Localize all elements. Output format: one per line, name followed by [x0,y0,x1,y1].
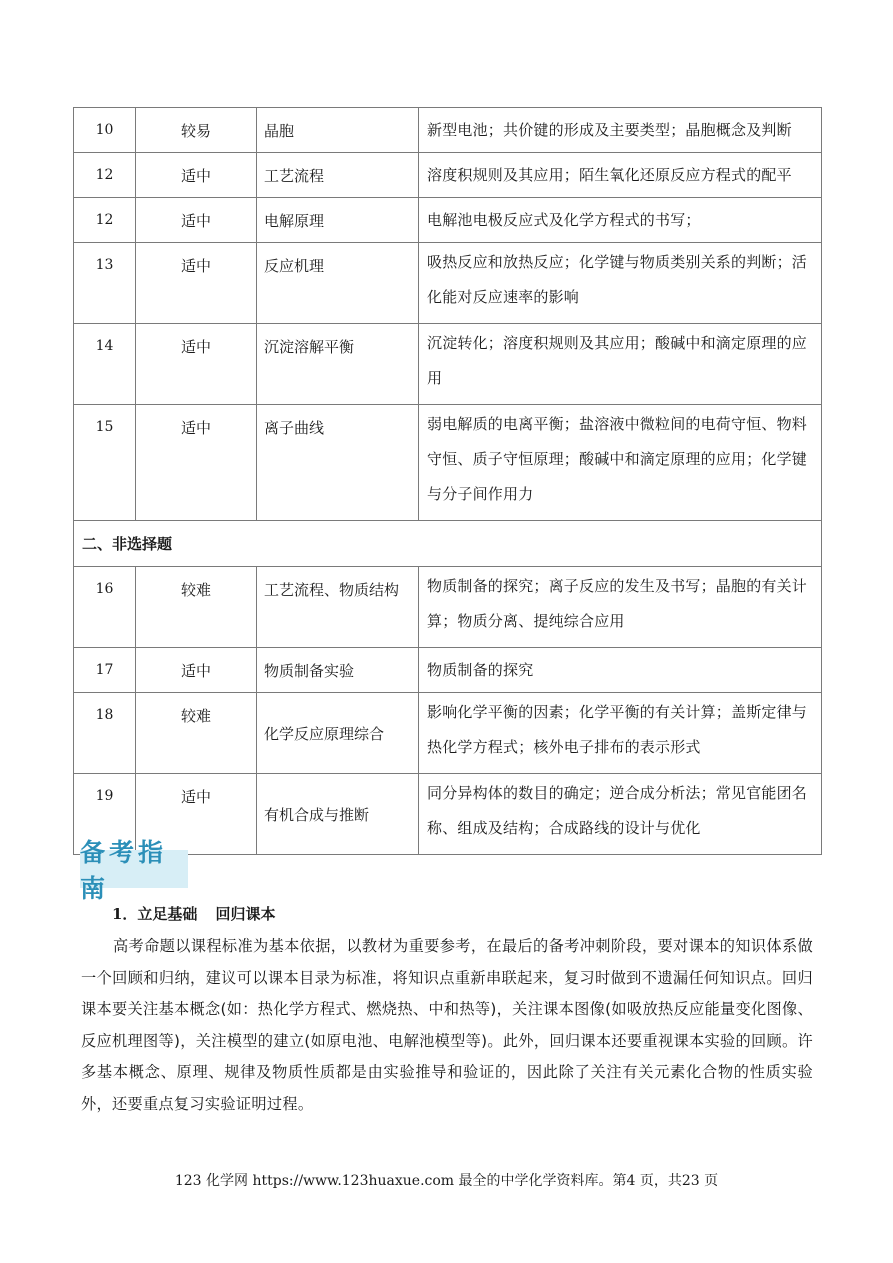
knowledge-points: 溶度积规则及其应用；陌生氧化还原反应方程式的配平 [419,153,822,198]
question-number: 15 [74,405,136,521]
subheading-text: 回归课本 [215,905,276,923]
difficulty: 较难 [136,567,257,648]
module: 化学反应原理综合 [257,693,419,774]
knowledge-points: 影响化学平衡的因素；化学平衡的有关计算；盖斯定律与热化学方程式；核外电子排布的表示形式 [419,693,822,774]
difficulty: 适中 [136,243,257,324]
knowledge-points: 同分异构体的数目的确定；逆合成分析法；常见官能团名称、组成及结构；合成路线的设计与优化 [419,774,822,855]
question-number: 14 [74,324,136,405]
module: 有机合成与推断 [257,774,419,855]
table-row [74,324,822,405]
difficulty: 适中 [136,774,257,855]
table-row [74,693,822,774]
difficulty: 适中 [136,648,257,693]
table-row [74,405,822,521]
difficulty: 适中 [136,153,257,198]
difficulty: 较难 [136,693,257,774]
subheading [112,903,275,924]
section-title: 二、非选择题 [74,521,822,567]
question-number: 19 [74,774,136,855]
page-footer: 123 化学网 https://www.123huaxue.com 最全的中学化学资料库。第4 页，共23 页 [174,1173,719,1189]
question-number: 16 [74,567,136,648]
module: 反应机理 [257,243,419,324]
difficulty: 适中 [136,324,257,405]
table-row [74,648,822,693]
module: 沉淀溶解平衡 [257,324,419,405]
difficulty: 适中 [136,405,257,521]
knowledge-points: 新型电池；共价键的形成及主要类型；晶胞概念及判断 [419,108,822,153]
body-paragraph: 高考命题以课程标准为基本依据，以教材为重要参考，在最后的备考冲刺阶段，要对课本的知识体系做一个回顾和归纳，建议可以课本目录为标准，将知识点重新串联起来，复习时做到不遗漏任何知识点。回归课本要关注基本概念(如：热化学方程式、燃烧热、中和热等)，关注课本图像(如吸放热反应能量变化图像、反应机理图等)，关注模型的建立(如原电池、电解池模型等)。此外，回归课本还要重视课本实验的回顾。许多基本概念、原理、规律及物质性质都是由实验推导和验证的，因此除了关注有关元素化合物的性质实验外，还要重点复习实验证明过程。 [81,937,813,1113]
knowledge-points: 物质制备的探究；离子反应的发生及书写；晶胞的有关计算；物质分离、提纯综合应用 [419,567,822,648]
knowledge-points: 沉淀转化；溶度积规则及其应用；酸碱中和滴定原理的应用 [419,324,822,405]
module: 晶胞 [257,108,419,153]
table-row [74,198,822,243]
exam-analysis-table [73,107,822,855]
knowledge-points: 电解池电极反应式及化学方程式的书写； [419,198,822,243]
table-row [74,567,822,648]
module: 物质制备实验 [257,648,419,693]
difficulty: 较易 [136,108,257,153]
table-row [74,243,822,324]
knowledge-points: 吸热反应和放热反应；化学键与物质类别关系的判断；活化能对反应速率的影响 [419,243,822,324]
question-number: 12 [74,153,136,198]
section-banner [80,838,188,903]
question-number: 12 [74,198,136,243]
section-row [74,521,822,567]
question-number: 13 [74,243,136,324]
module: 工艺流程、物质结构 [257,567,419,648]
module: 电解原理 [257,198,419,243]
table-row [74,153,822,198]
knowledge-points: 物质制备的探究 [419,648,822,693]
module: 离子曲线 [257,405,419,521]
difficulty: 适中 [136,198,257,243]
question-number: 18 [74,693,136,774]
module: 工艺流程 [257,153,419,198]
knowledge-points: 弱电解质的电离平衡；盐溶液中微粒间的电荷守恒、物料守恒、质子守恒原理；酸碱中和滴定原理的应用；化学键与分子间作用力 [419,405,822,521]
banner-title: 备考指南 [80,838,168,903]
table-row [74,108,822,153]
question-number: 17 [74,648,136,693]
subheading-number: 1．立足基础 [112,905,198,923]
question-number: 10 [74,108,136,153]
